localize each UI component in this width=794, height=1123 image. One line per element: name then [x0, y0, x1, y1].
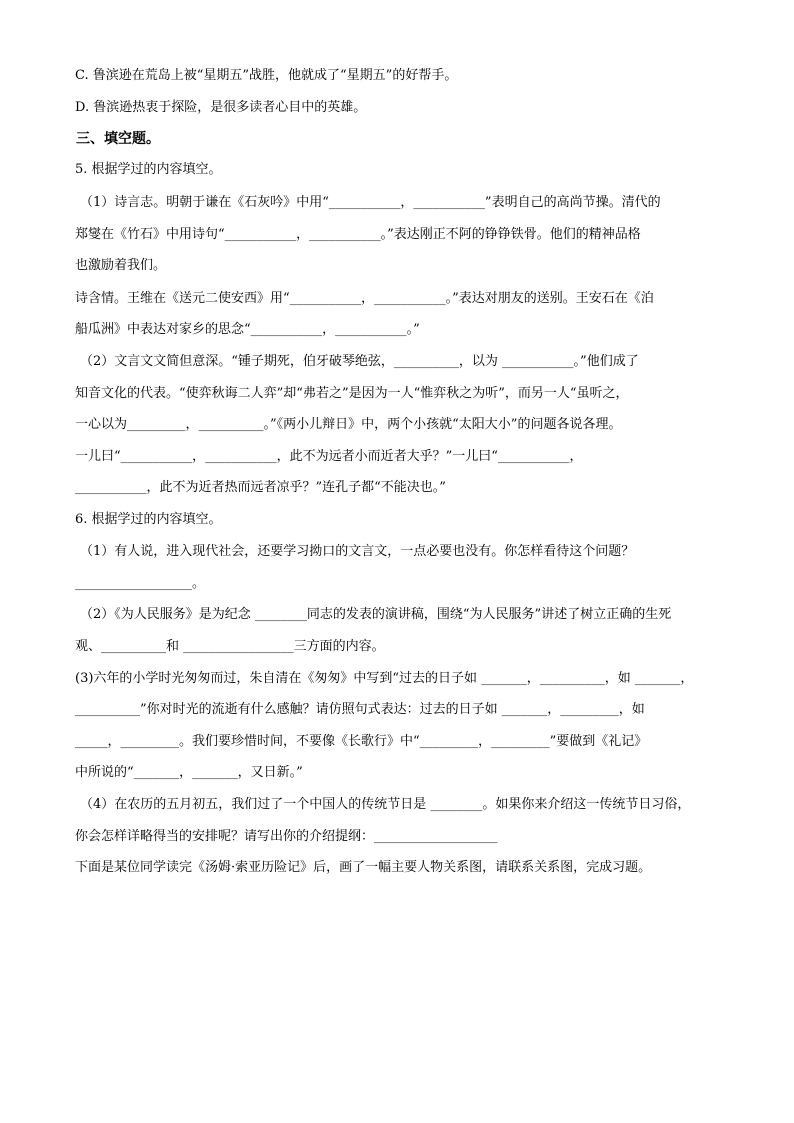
q5-part1-line4: 诗含情。王维在《送元二使安西》用“___________，___________。”表达对朋友的送别。王安石在《泊	[75, 291, 654, 306]
next-question-intro: 下面是某位同学读完《汤姆·索亚历险记》后，画了一幅主要人物关系图，请联系关系图，完成习题。	[75, 860, 652, 875]
option-c: C. 鲁滨逊在荒岛上被“星期五”战胜，他就成了“星期五”的好帮手。	[75, 68, 458, 83]
q5-part2-line4: 一儿曰“___________，___________，此不为远者小而近者大乎？”一儿曰“___________，	[75, 449, 583, 464]
q6-part2-line1: （2）《为人民服务》是为纪念 ________同志的发表的演讲稿，围绕“为人民服务”讲述了树立正确的生死	[80, 607, 672, 622]
q6-part2-line2: 观、__________和 _________________三方面的内容。	[75, 639, 385, 654]
q6-part1-line1: （1）有人说，进入现代社会，还要学习拗口的文言文，一点必要也没有。你怎样看待这个问题？	[80, 544, 635, 559]
q5-part1-line3: 也激励着我们。	[75, 258, 167, 273]
q6-part1-line2: __________________。	[75, 576, 206, 591]
q5-part1-line2: 郑燮在《竹石》中用诗句“___________，___________。”表达刚正不阿的铮铮铁骨。他们的精神品格	[75, 227, 641, 242]
q5-part2-line1: （2）文言文文简但意深。“锺子期死，伯牙破琴绝弦，__________，以为 ___________。”他们成了	[80, 354, 639, 369]
q6-part4-line1: （4）在农历的五月初五，我们过了一个中国人的传统节日是 ________。如果你来介绍这一传统节日习俗，	[80, 797, 691, 812]
q6-part3-line1: (3)六年的小学时光匆匆而过，朱自清在《匆匆》中写到“过去的日子如 _______，__________，如 _______，	[75, 671, 694, 686]
option-d: D. 鲁滨逊热衷于探险，是很多读者心目中的英雄。	[75, 100, 367, 115]
question-5-title: 5. 根据学过的内容填空。	[75, 162, 222, 177]
q6-part3-line2: __________”你对时光的流逝有什么感触？请仿照句式表达：过去的日子如 _______，_________，如	[75, 702, 645, 717]
q5-part2-line2: 知音文化的代表。“使弈秋诲二人弈”却“弗若之”是因为一人“惟弈秋之为听”，而另一人“虽听之，	[75, 386, 629, 401]
q5-part2-line5: ___________，此不为近者热而远者凉乎？”连孔子都“不能决也。”	[75, 480, 446, 495]
question-6-title: 6. 根据学过的内容填空。	[75, 512, 222, 527]
q5-part1-line1: （1）诗言志。明朝于谦在《石灰吟》中用“___________，___________”表明自己的高尚节操。清代的	[80, 195, 661, 210]
q6-part3-line4: 中所说的“_______，_______，又日新。”	[75, 765, 303, 780]
q5-part1-line5: 船瓜洲》中表达对家乡的思念“___________，___________。”	[75, 322, 420, 337]
q6-part4-line2: 你会怎样详略得当的安排呢？请写出你的介绍提纲：___________________	[75, 829, 498, 844]
q6-part3-line3: _____，_________。我们要珍惜时间，不要像《长歌行》中“_________，_________”要做到《礼记》	[75, 734, 648, 749]
section-heading: 三、填空题。	[76, 131, 160, 147]
q5-part2-line3: 一心以为_________，__________。”《两小儿辩日》中，两个小孩就“太阳大小”的问题各说各理。	[75, 417, 622, 432]
